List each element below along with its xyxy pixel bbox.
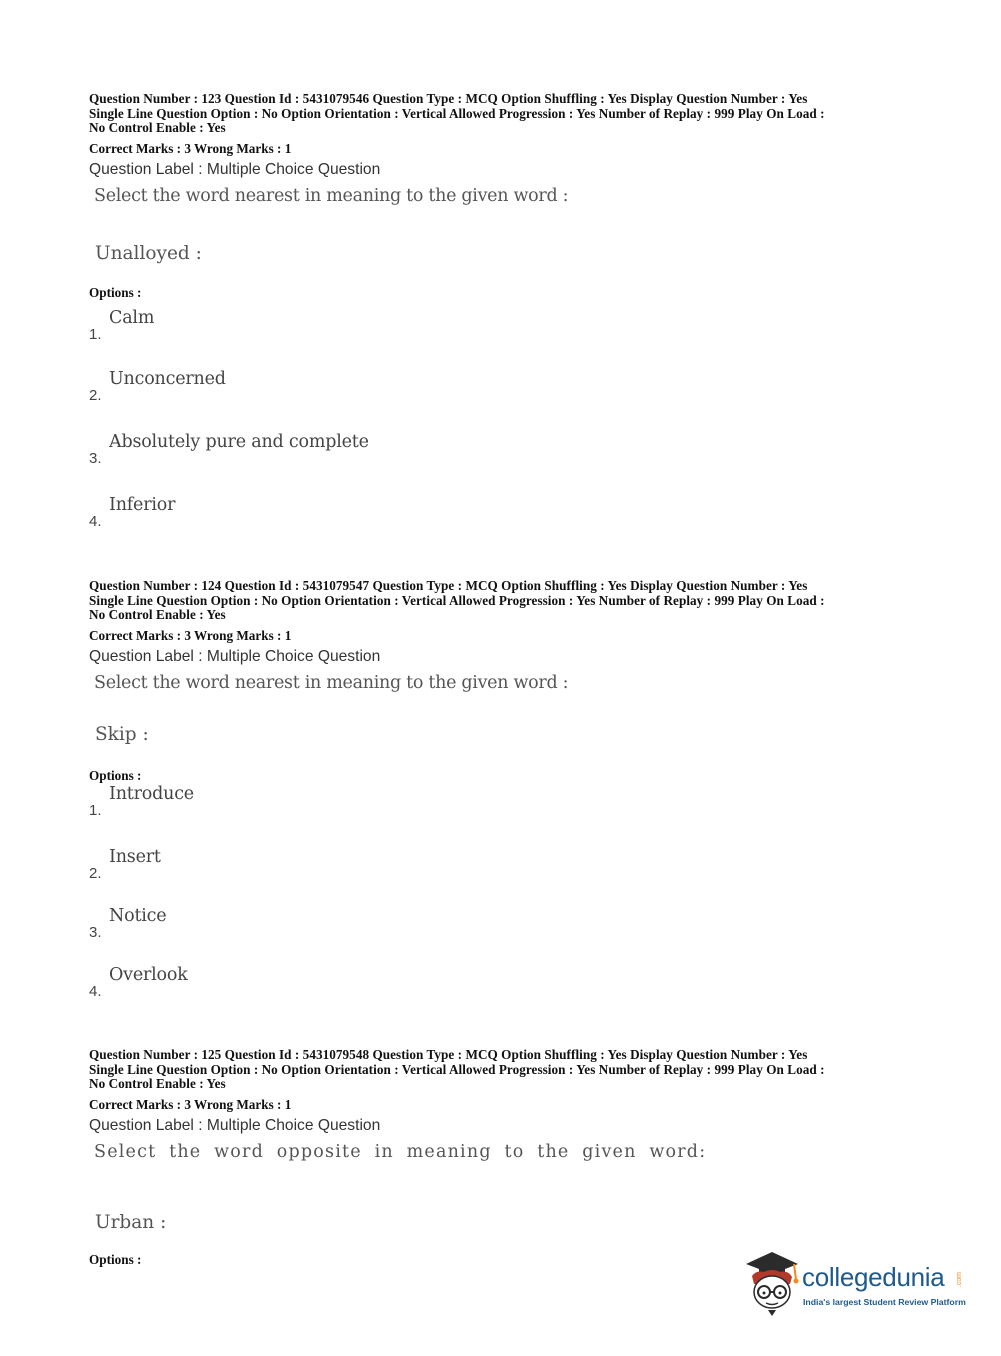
question-stem: Select the word nearest in meaning to the given word : [94,672,569,693]
option-item[interactable] [89,906,689,946]
question-stem: Select the word opposite in meaning to the given word: [94,1141,707,1162]
option-text: Insert [109,847,161,867]
option-text: Calm [109,308,155,328]
option-item[interactable] [89,432,689,472]
option-item[interactable] [89,495,689,535]
marks-line: Correct Marks : 3 Wrong Marks : 1 [89,627,292,643]
option-number: 1. [89,802,102,819]
question-word: Unalloyed : [95,243,202,264]
options-heading: Options : [89,768,142,783]
logo-tagline: India's largest Student Review Platform [803,1297,966,1307]
logo-suffix: .com [956,1272,963,1288]
option-text: Overlook [109,965,188,985]
question-label: Question Label : Multiple Choice Question [89,647,381,665]
option-number: 2. [89,865,102,882]
option-text: Absolutely pure and complete [109,432,369,452]
option-number: 1. [89,326,102,343]
option-item[interactable] [89,965,689,1005]
marks-line: Correct Marks : 3 Wrong Marks : 1 [89,140,292,156]
question-meta-line: Single Line Question Option : No Option Orientation : Vertical Allowed Progression : Yes Number of Replay : 999 Play On Load : [89,105,825,121]
option-item[interactable] [89,308,689,348]
option-item[interactable] [89,369,689,409]
collegedunia-logo[interactable] [742,1250,972,1316]
option-number: 4. [89,983,102,1000]
option-text: Inferior [109,495,176,515]
option-number: 4. [89,513,102,530]
student-mascot-icon [742,1250,802,1316]
question-meta-line: No Control Enable : Yes [89,607,226,623]
options-heading: Options : [89,1252,142,1267]
question-label: Question Label : Multiple Choice Question [89,1116,381,1134]
logo-wordmark: collegedunia [802,1262,945,1292]
question-meta-line: Question Number : 123 Question Id : 5431079546 Question Type : MCQ Option Shuffling : Yes Display Question Number : Yes [89,91,808,106]
option-number: 3. [89,924,102,941]
option-item[interactable] [89,784,689,824]
option-number: 3. [89,450,102,467]
options-heading: Options : [89,285,142,300]
question-block-124 [89,578,919,1000]
option-item[interactable] [89,847,689,887]
question-meta-line: No Control Enable : Yes [89,1076,226,1092]
option-text: Unconcerned [109,369,226,389]
question-label: Question Label : Multiple Choice Question [89,160,381,178]
option-text: Introduce [109,784,194,804]
question-stem: Select the word nearest in meaning to the given word : [94,185,569,206]
question-meta-line: No Control Enable : Yes [89,120,226,136]
marks-line: Correct Marks : 3 Wrong Marks : 1 [89,1096,292,1112]
option-number: 2. [89,387,102,404]
question-block-123 [89,91,919,530]
option-text: Notice [109,906,167,926]
question-meta-line: Single Line Question Option : No Option Orientation : Vertical Allowed Progression : Yes Number of Replay : 999 Play On Load : [89,592,825,608]
question-block-125 [89,1047,919,1267]
question-meta-line: Single Line Question Option : No Option Orientation : Vertical Allowed Progression : Yes Number of Replay : 999 Play On Load : [89,1061,825,1077]
question-word: Urban : [95,1212,167,1233]
question-meta-line: Question Number : 125 Question Id : 5431079548 Question Type : MCQ Option Shuffling : Yes Display Question Number : Yes [89,1047,808,1062]
question-meta-line: Question Number : 124 Question Id : 5431079547 Question Type : MCQ Option Shuffling : Yes Display Question Number : Yes [89,578,808,593]
question-word: Skip : [95,724,149,745]
